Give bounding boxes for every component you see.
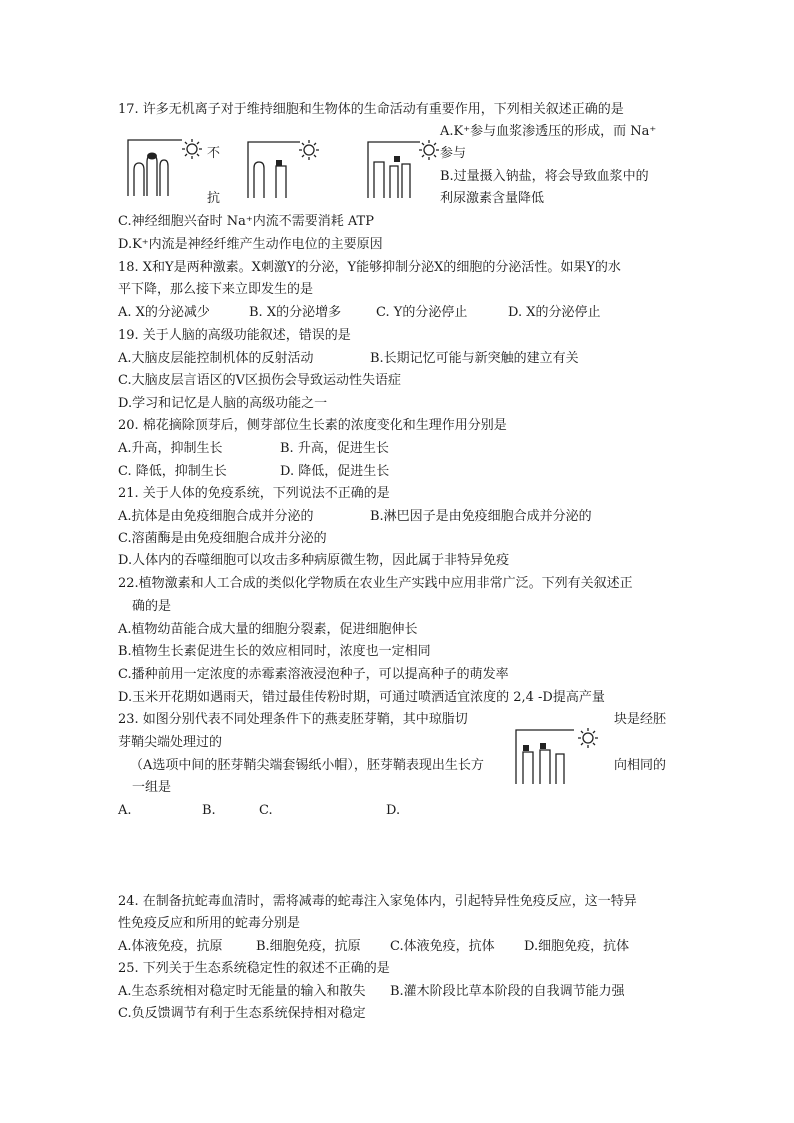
q22-option-b: B.植物生长素促进生长的效应相同时，浓度也一定相同 <box>118 644 431 659</box>
q19-option-a: A.大脑皮层能控制机体的反射活动 <box>118 351 314 366</box>
q20-option-d: D. 降低，促进生长 <box>280 464 390 479</box>
q17-stray-fragment-bu: 不 <box>207 146 221 161</box>
q23-stem-line3b: 向相同的 <box>614 758 667 773</box>
q22-option-a: A.植物幼苗能合成大量的细胞分裂素，促进细胞伸长 <box>118 622 418 637</box>
q24-option-c: C.体液免疫，抗体 <box>390 939 495 954</box>
q24-option-a: A.体液免疫，抗原 <box>118 939 223 954</box>
q19-option-b: B.长期记忆可能与新突触的建立有关 <box>370 351 579 366</box>
coleoptile-figure-2 <box>244 134 324 200</box>
q19-option-c: C.大脑皮层言语区的V区损伤会导致运动性失语症 <box>118 373 402 388</box>
coleoptile-figure-1 <box>124 132 206 198</box>
q17-option-b-line1: B.过量摄入钠盐，将会导致血浆中的 <box>440 169 649 184</box>
coleoptile-figure-3 <box>364 134 444 200</box>
q17-option-a-line2: 参与 <box>440 146 467 161</box>
q21-option-c: C.溶菌酶是由免疫细胞合成并分泌的 <box>118 531 327 546</box>
q22-stem-line1: 22.植物激素和人工合成的类似化学物质在农业生产实践中应用非常广泛。下列有关叙述正 <box>118 576 633 591</box>
q18-option-b: B. X的分泌增多 <box>249 305 342 320</box>
q20-option-a: A.升高，抑制生长 <box>118 441 223 456</box>
q21-option-d: D.人体内的吞噬细胞可以攻击多种病原微生物，因此属于非特异免疫 <box>118 553 510 568</box>
q23-stem-line4: 一组是 <box>132 780 172 795</box>
q19-option-d: D.学习和记忆是人脑的高级功能之一 <box>118 396 328 411</box>
q23-option-d: D. <box>386 803 401 818</box>
q20-option-c: C. 降低，抑制生长 <box>118 464 227 479</box>
q21-option-b: B.淋巴因子是由免疫细胞合成并分泌的 <box>370 509 592 524</box>
q17-stem: 17. 许多无机离子对于维持细胞和生物体的生命活动有重要作用，下列相关叙述正确的是 <box>118 102 624 117</box>
q18-stem-line1: 18. X和Y是两种激素。X刺激Y的分泌，Y能够抑制分泌X的细胞的分泌活性。如果Y的水 <box>118 260 621 275</box>
q25-stem: 25. 下列关于生态系统稳定性的叙述不正确的是 <box>118 961 390 976</box>
q22-option-d: D.玉米开花期如遇雨天，错过最佳传粉时期，可通过喷洒适宜浓度的 2,4 -D提高产量 <box>118 690 605 705</box>
q20-stem: 20. 棉花摘除顶芽后，侧芽部位生长素的浓度变化和生理作用分别是 <box>118 418 507 433</box>
q18-option-a: A. X的分泌减少 <box>118 305 210 320</box>
q24-option-b: B.细胞免疫，抗原 <box>256 939 361 954</box>
q25-option-a: A.生态系统相对稳定时无能量的输入和散失 <box>118 984 366 999</box>
q23-option-c: C. <box>259 803 273 818</box>
q17-option-c: C.神经细胞兴奋时 Na⁺内流不需要消耗 ATP <box>118 214 374 229</box>
q23-option-a: A. <box>118 803 132 818</box>
q21-option-a: A.抗体是由免疫细胞合成并分泌的 <box>118 509 314 524</box>
q25-option-c: C.负反馈调节有利于生态系统保持相对稳定 <box>118 1006 366 1021</box>
q23-stem-line3a: （A选项中间的胚芽鞘尖端套锡纸小帽），胚芽鞘表现出生长方 <box>130 758 484 773</box>
q17-option-b-line2: 利尿激素含量降低 <box>440 191 545 206</box>
q24-option-d: D.细胞免疫，抗体 <box>524 939 630 954</box>
q21-stem: 21. 关于人体的免疫系统，下列说法不正确的是 <box>118 486 390 501</box>
q24-stem-line1: 24. 在制备抗蛇毒血清时，需将减毒的蛇毒注入家兔体内，引起特异性免疫反应，这一特异 <box>118 894 637 909</box>
q17-stray-fragment-kang: 抗 <box>207 191 221 206</box>
q18-option-d: D. X的分泌停止 <box>508 305 601 320</box>
q23-option-b: B. <box>202 803 216 818</box>
q22-option-c: C.播种前用一定浓度的赤霉素溶液浸泡种子，可以提高种子的萌发率 <box>118 667 509 682</box>
q17-option-d: D.K⁺内流是神经纤维产生动作电位的主要原因 <box>118 237 383 252</box>
q18-option-c: C. Y的分泌停止 <box>376 305 468 320</box>
q25-option-b: B.灌木阶段比草本阶段的自我调节能力强 <box>390 984 625 999</box>
q18-stem-line2: 平下降，那么接下来立即发生的是 <box>118 282 314 297</box>
q22-stem-line2: 确的是 <box>132 599 172 614</box>
q23-stem-line1b: 块是经胚 <box>614 712 667 727</box>
q20-option-b: B. 升高，促进生长 <box>280 441 389 456</box>
q19-stem: 19. 关于人脑的高级功能叙述，错误的是 <box>118 328 351 343</box>
q23-stem-line2: 芽鞘尖端处理过的 <box>118 735 223 750</box>
q17-option-a-line1: A.K⁺参与血浆渗透压的形成，而 Na⁺ <box>440 124 657 139</box>
q23-stem-line1a: 23. 如图分别代表不同处理条件下的燕麦胚芽鞘，其中琼脂切 <box>118 712 468 727</box>
coleoptile-figure-q23 <box>512 722 606 786</box>
q24-stem-line2: 性免疫反应和所用的蛇毒分别是 <box>118 916 301 931</box>
